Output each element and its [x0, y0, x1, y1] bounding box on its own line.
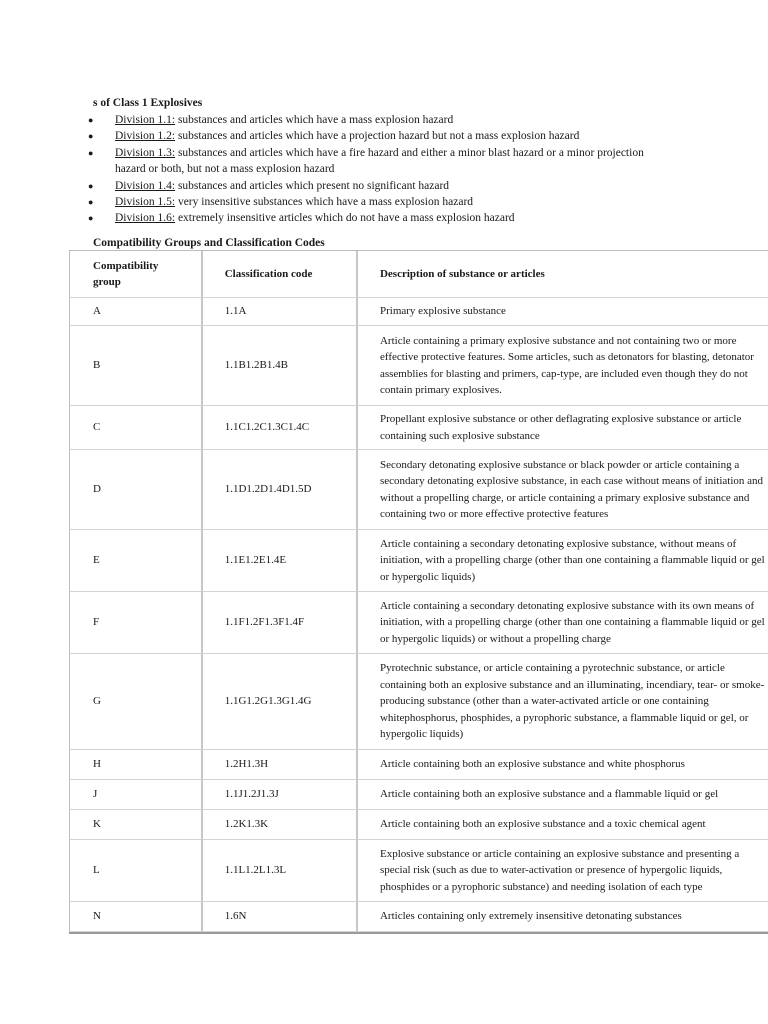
code-cell: 1.6N	[201, 902, 356, 932]
group-cell: H	[69, 750, 201, 780]
table-row	[69, 654, 768, 750]
table-row	[69, 406, 768, 450]
bullet-icon: ●	[88, 180, 94, 191]
bullet-icon: ●	[88, 115, 94, 125]
group-cell: C	[69, 406, 201, 450]
description-cell: Article containing both an explosive substance and a toxic chemical agent	[356, 810, 768, 840]
code-cell: 1.1C1.2C1.3C1.4C	[201, 406, 356, 450]
table-row	[69, 326, 768, 406]
description-cell: Articles containing only extremely insensitive detonating substances	[356, 902, 768, 932]
bullet-icon: ●	[88, 197, 94, 208]
code-cell: 1.1A	[201, 298, 356, 326]
division-link[interactable]: Division 1.5:	[115, 196, 176, 209]
table-row	[69, 840, 768, 902]
code-cell: 1.1L1.2L1.3L	[201, 840, 356, 902]
table-row	[69, 780, 768, 810]
table-row	[69, 298, 768, 326]
division-text: very insensitive substances which have a mass explosion hazard	[175, 196, 474, 209]
division-text: extremely insensitive articles which do not have a mass explosion hazard	[175, 212, 515, 225]
table-title: Compatibility Groups and Classification Codes	[93, 237, 325, 249]
division-list	[0, 112, 660, 227]
table-row	[69, 810, 768, 840]
group-cell: F	[69, 592, 201, 654]
division-text: substances and articles which have a fire hazard and either a minor blast hazard or a minor projection hazard or both, but not a mass explosion hazard	[115, 146, 644, 176]
group-cell: J	[69, 780, 201, 810]
division-link[interactable]: Division 1.1:	[115, 114, 176, 126]
list-item	[0, 145, 660, 178]
list-item	[0, 194, 660, 210]
division-text: substances and articles which have a mass explosion hazard	[175, 114, 454, 126]
description-cell: Propellant explosive substance or other deflagrating explosive substance or article containing such explosive substance	[356, 406, 768, 450]
code-cell: 1.2H1.3H	[201, 750, 356, 780]
table-row	[69, 750, 768, 780]
list-item	[0, 178, 660, 194]
compatibility-table	[69, 250, 768, 934]
table-row	[69, 592, 768, 654]
description-cell: Article containing both an explosive substance and a flammable liquid or gel	[356, 780, 768, 810]
list-item	[0, 210, 660, 226]
group-cell: L	[69, 840, 201, 902]
bullet-icon: ●	[88, 213, 94, 224]
group-cell: A	[69, 298, 201, 326]
code-cell: 1.2K1.3K	[201, 810, 356, 840]
description-cell: Article containing a secondary detonating explosive substance, without means of initiation, with a propelling charge (other than one containing a flammable liquid or gel or hypergolic liquids)	[356, 530, 768, 592]
description-cell: Article containing both an explosive substance and white phosphorus	[356, 750, 768, 780]
group-cell: B	[69, 326, 201, 406]
column-header-description: Description of substance or articles	[356, 251, 768, 298]
code-cell: 1.1B1.2B1.4B	[201, 326, 356, 406]
table-row	[69, 530, 768, 592]
description-cell: Article containing a primary explosive substance and not containing two or more effective protective features. Some articles, such as detonators for blasting, detonator assemblies for blasting and primers, cap-type, are included even though they do not contain primary explosives.	[356, 326, 768, 406]
code-cell: 1.1G1.2G1.3G1.4G	[201, 654, 356, 750]
description-cell: Article containing a secondary detonating explosive substance with its own means of initiation, with a propelling charge (other than one containing a flammable liquid or gel or hypergolic liquids) or without a propelling charge	[356, 592, 768, 654]
code-cell: 1.1F1.2F1.3F1.4F	[201, 592, 356, 654]
table-header-row	[69, 251, 768, 298]
group-cell: G	[69, 654, 201, 750]
description-cell: Secondary detonating explosive substance or black powder or article containing a secondary detonating explosive substance, in each case without means of initiation and without a propelling charge, or article containing a primary explosive substance and containing two or more effective protective features	[356, 450, 768, 530]
code-cell: 1.1D1.2D1.4D1.5D	[201, 450, 356, 530]
description-cell: Primary explosive substance	[356, 298, 768, 326]
code-cell: 1.1E1.2E1.4E	[201, 530, 356, 592]
description-cell: Pyrotechnic substance, or article containing a pyrotechnic substance, or article containing both an explosive substance and an illuminating, incendiary, tear- or smoke-producing substance (other than a water-activated article or one containing whitephosphorus, phosphides, a pyrophoric substance, a flammable liquid or gel, or hypergolic liquids)	[356, 654, 768, 750]
group-cell: E	[69, 530, 201, 592]
description-cell: Explosive substance or article containing an explosive substance and presenting a special risk (such as due to water-activation or presence of hypergolic liquids, phosphides or a pyrophoric substance) and needing isolation of each type	[356, 840, 768, 902]
list-item	[0, 128, 660, 144]
table-row	[69, 450, 768, 530]
group-cell: K	[69, 810, 201, 840]
table-row	[69, 902, 768, 932]
division-link[interactable]: Division 1.3:	[115, 146, 176, 159]
code-cell: 1.1J1.2J1.3J	[201, 780, 356, 810]
division-text: substances and articles which present no significant hazard	[175, 179, 450, 192]
division-link[interactable]: Division 1.4:	[115, 179, 176, 192]
section-heading: s of Class 1 Explosives	[93, 97, 203, 109]
division-text: substances and articles which have a projection hazard but not a mass explosion hazard	[175, 130, 580, 143]
group-cell: N	[69, 902, 201, 932]
division-link[interactable]: Division 1.6:	[115, 212, 176, 225]
bullet-icon: ●	[88, 147, 94, 158]
bullet-icon: ●	[88, 131, 94, 142]
list-item	[0, 112, 660, 128]
division-link[interactable]: Division 1.2:	[115, 130, 176, 143]
group-cell: D	[69, 450, 201, 530]
column-header-group: Compatibility group	[69, 251, 201, 298]
column-header-code: Classification code	[201, 251, 356, 298]
